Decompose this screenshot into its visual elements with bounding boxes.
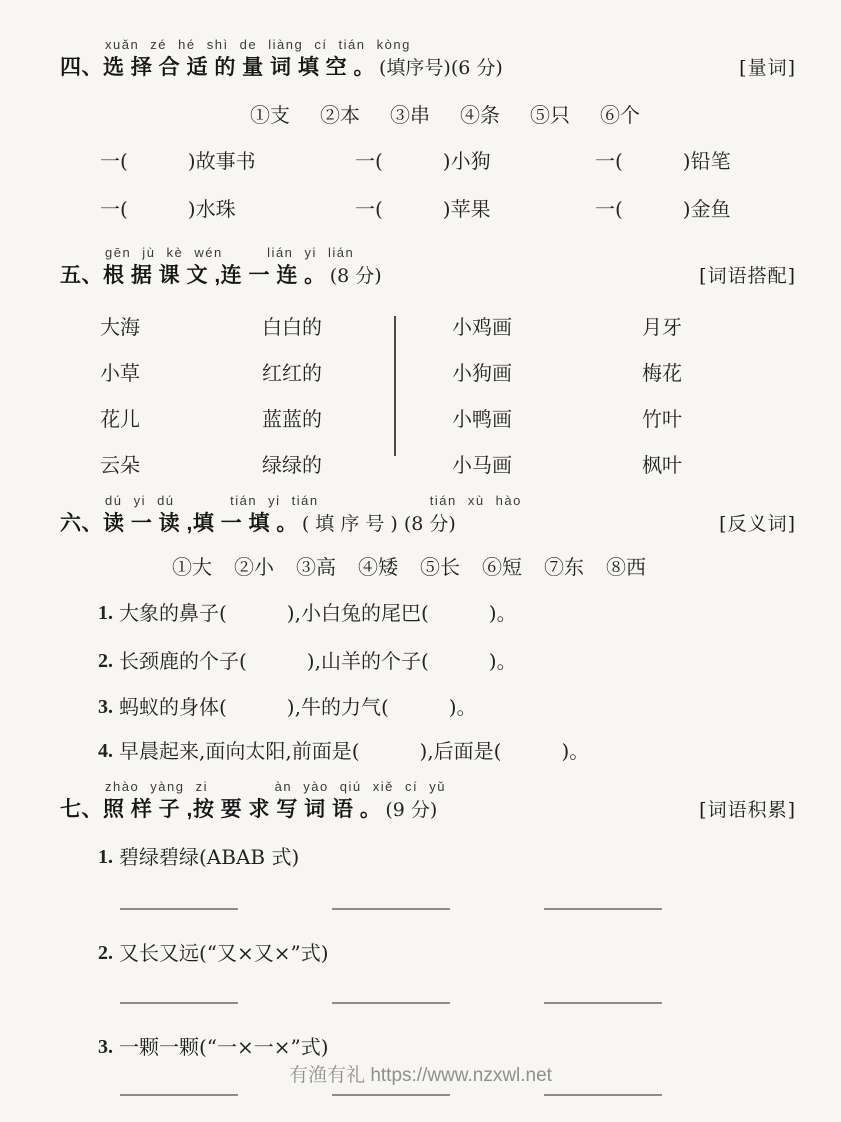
option-item: ⑥短 <box>482 555 522 579</box>
fill-blank-item[interactable]: 一( )苹果 <box>355 197 491 221</box>
match-item[interactable]: 云朵 <box>100 453 140 477</box>
option-item: ⑤长 <box>420 555 460 579</box>
answer-blank[interactable] <box>332 1000 450 1004</box>
match-item[interactable]: 月牙 <box>642 315 682 339</box>
question-text[interactable]: 蚂蚁的身体( ),牛的力气( )。 <box>119 695 477 719</box>
section-antonyms <box>60 492 796 766</box>
section-4-options <box>60 100 796 130</box>
answer-blank[interactable] <box>544 906 662 910</box>
match-divider-line <box>394 316 396 456</box>
section-7-topic-tag: [词语积累] <box>699 799 796 821</box>
question-item <box>98 646 796 676</box>
match-item[interactable]: 小鸭画 <box>452 407 512 431</box>
question-item <box>98 1032 796 1062</box>
match-item[interactable]: 小马画 <box>452 453 512 477</box>
answer-blank[interactable] <box>120 906 238 910</box>
answer-blank-row <box>120 1092 796 1096</box>
question-item <box>98 598 796 628</box>
section-6-score: ( 填 序 号 ) (8 分) <box>301 513 456 535</box>
section-6-options <box>60 552 796 582</box>
question-text[interactable]: 大象的鼻子( ),小白兔的尾巴( )。 <box>119 601 517 625</box>
option-item: ⑤只 <box>530 103 570 127</box>
section-6-title: 六、读 一 读 ,填 一 填 。 <box>60 512 298 535</box>
fill-blank-item[interactable]: 一( )水珠 <box>100 197 236 221</box>
question-number: 4. <box>98 740 113 762</box>
section-5-score: (8 分) <box>329 265 382 287</box>
option-item: ④矮 <box>358 555 398 579</box>
answer-blank[interactable] <box>120 1000 238 1004</box>
section-matching <box>60 244 796 488</box>
question-number: 3. <box>98 1036 113 1058</box>
section-5-title: 五、根 据 课 文 ,连 一 连 。 <box>60 264 326 287</box>
match-item[interactable]: 蓝蓝的 <box>262 407 322 431</box>
answer-blank[interactable] <box>544 1000 662 1004</box>
answer-blank[interactable] <box>120 1092 238 1096</box>
question-item <box>98 692 796 722</box>
section-7-pinyin: zhào yàng zi àn yào qiú xiě cí yǔ <box>105 779 446 794</box>
option-item: ②本 <box>320 103 360 127</box>
section-7-header <box>60 796 796 824</box>
question-item <box>98 938 796 968</box>
match-item[interactable]: 花儿 <box>100 407 140 431</box>
question-number: 1. <box>98 602 113 624</box>
match-item[interactable]: 梅花 <box>642 361 682 385</box>
section-7-score: (9 分) <box>385 799 438 821</box>
question-number: 2. <box>98 650 113 672</box>
fill-blank-item[interactable]: 一( )金鱼 <box>595 197 731 221</box>
section-4-topic-tag: [量词] <box>739 57 796 79</box>
question-number: 1. <box>98 846 113 868</box>
option-item: ⑧西 <box>606 555 646 579</box>
question-text[interactable]: 长颈鹿的个子( ),山羊的个子( )。 <box>119 649 517 673</box>
question-text[interactable]: 早晨起来,面向太阳,前面是( ),后面是( )。 <box>119 739 590 763</box>
option-item: ①支 <box>250 103 290 127</box>
option-item: ④条 <box>460 103 500 127</box>
question-text: 一颗一颗(“一×一×”式) <box>119 1035 329 1059</box>
section-4-title: 四、选 择 合 适 的 量 词 填 空 。 <box>60 56 376 79</box>
match-row <box>100 442 796 488</box>
fill-blank-item[interactable]: 一( )故事书 <box>100 149 256 173</box>
section-quantifiers <box>60 36 796 224</box>
question-text: 又长又远(“又×又×”式) <box>119 941 329 965</box>
section-6-topic-tag: [反义词] <box>719 513 796 535</box>
section-7-title: 七、照 样 子 ,按 要 求 写 词 语 。 <box>60 798 382 821</box>
question-item <box>98 842 796 872</box>
match-item[interactable]: 绿绿的 <box>262 453 322 477</box>
section-5-pinyin: gēn jù kè wén lián yi lián <box>105 245 355 260</box>
section-word-patterns <box>60 778 796 1096</box>
match-row <box>100 396 796 442</box>
match-grid <box>100 304 796 488</box>
fill-blank-item[interactable]: 一( )铅笔 <box>595 149 731 173</box>
option-item: ①大 <box>172 555 212 579</box>
section-5-topic-tag: [词语搭配] <box>699 265 796 287</box>
section-4-header <box>60 54 796 82</box>
section-5-header <box>60 262 796 290</box>
answer-blank-row <box>120 1000 796 1004</box>
match-item[interactable]: 红红的 <box>262 361 322 385</box>
fill-row <box>100 146 796 176</box>
section-4-pinyin: xuǎn zé hé shì de liàng cí tián kòng <box>105 37 411 52</box>
question-item <box>98 736 796 766</box>
question-number: 3. <box>98 696 113 718</box>
answer-blank[interactable] <box>332 906 450 910</box>
option-item: ⑦东 <box>544 555 584 579</box>
option-item: ③高 <box>296 555 336 579</box>
match-item[interactable]: 小狗画 <box>452 361 512 385</box>
section-6-pinyin: dú yi dú tián yi tián tián xù hào <box>105 493 522 508</box>
match-item[interactable]: 枫叶 <box>642 453 682 477</box>
question-number: 2. <box>98 942 113 964</box>
question-text: 碧绿碧绿(ABAB 式) <box>119 845 300 869</box>
option-item: ③串 <box>390 103 430 127</box>
match-item[interactable]: 大海 <box>100 315 140 339</box>
answer-blank[interactable] <box>332 1092 450 1096</box>
match-item[interactable]: 白白的 <box>262 315 322 339</box>
match-row <box>100 304 796 350</box>
fill-blank-item[interactable]: 一( )小狗 <box>355 149 491 173</box>
section-4-score: (填序号)(6 分) <box>379 57 503 79</box>
fill-row <box>100 194 796 224</box>
match-item[interactable]: 小鸡画 <box>452 315 512 339</box>
site-watermark: 有渔有礼 https://www.nzxwl.net <box>289 1065 552 1086</box>
match-item[interactable]: 小草 <box>100 361 140 385</box>
option-item: ②小 <box>234 555 274 579</box>
answer-blank[interactable] <box>544 1092 662 1096</box>
match-row <box>100 350 796 396</box>
option-item: ⑥个 <box>600 103 640 127</box>
answer-blank-row <box>120 906 796 910</box>
section-6-header <box>60 510 796 538</box>
match-item[interactable]: 竹叶 <box>642 407 682 431</box>
